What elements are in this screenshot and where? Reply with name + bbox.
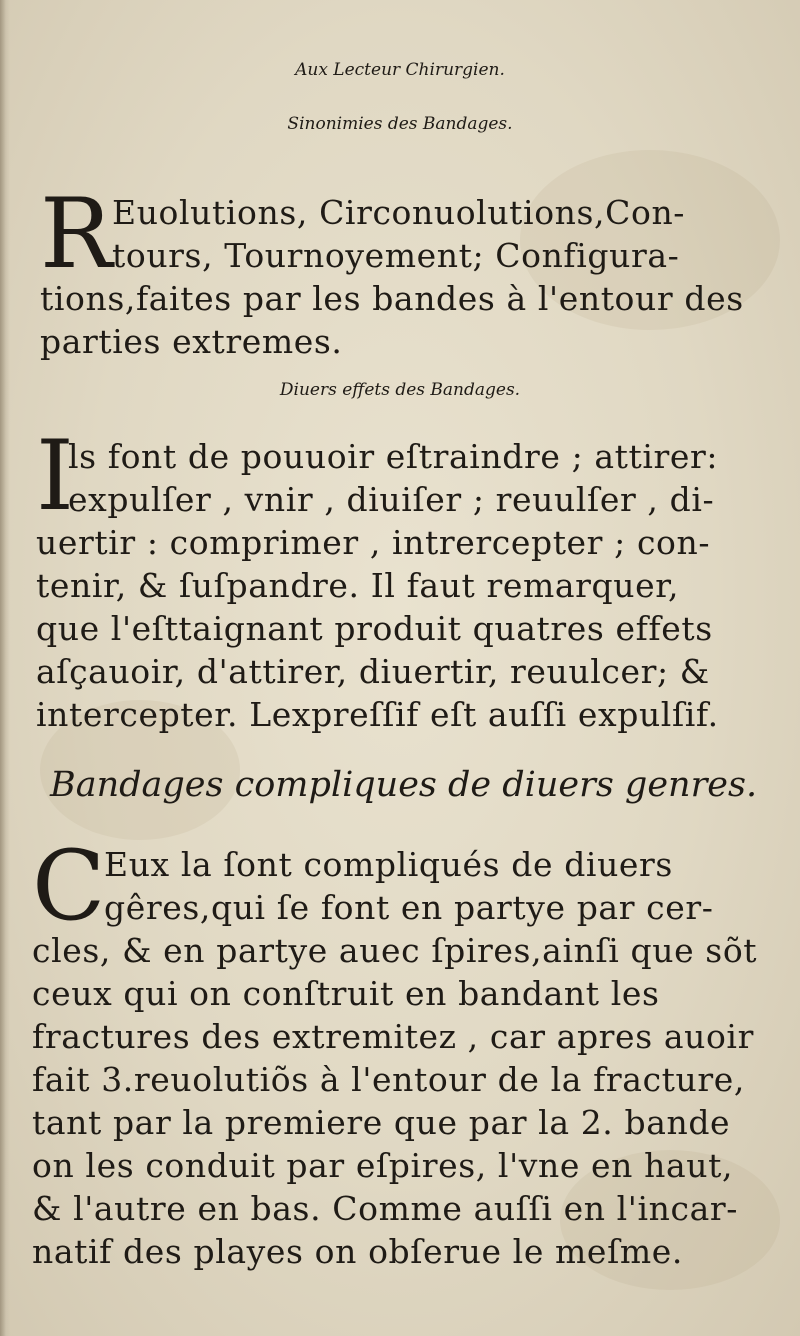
section-title-synonymies: Sinonimies des Bandages.	[287, 114, 513, 134]
text-line: ls font de pouuoir eſtraindre ; attirer:	[68, 437, 719, 476]
text-line: fait 3.reuolutiõs à l'entour de la fracture,	[32, 1060, 745, 1099]
section-title-complex-bandages: Bandages compliques de diuers genres.	[50, 765, 758, 805]
text-line: intercepter. Lexpreſſif eſt auſſi expulſif.	[36, 695, 719, 734]
text-line: que l'eſttaignant produit quatres effets	[36, 609, 713, 648]
page-heading: Aux Lecteur Chirurgien.	[295, 60, 505, 80]
drop-cap: I	[36, 420, 74, 532]
text-line: tions,faites par les bandes à l'entour des	[40, 279, 744, 318]
text-line: cles, & en partye auec ſpires,ainſi que sõt	[32, 931, 758, 970]
text-line: tours, Tournoyement; Configura-	[112, 236, 680, 275]
text-line: ceux qui on conſtruit en bandant les	[32, 974, 660, 1013]
page-binding-edge	[0, 0, 10, 1336]
text-line: Eux la ſont compliqués de diuers	[104, 845, 673, 884]
text-line: Euolutions, Circonuolutions,Con-	[112, 193, 686, 232]
drop-cap: C	[32, 830, 106, 942]
text-line: expulſer , vnir , diuiſer ; reuulſer , di-	[68, 480, 715, 519]
text-line: parties extremes.	[40, 322, 343, 361]
text-line: aſçauoir, d'attirer, diuertir, reuulcer; &	[36, 652, 710, 691]
drop-cap: R	[40, 178, 113, 290]
text-line: on les conduit par eſpires, l'vne en haut,	[32, 1146, 734, 1185]
text-line: uertir : comprimer , intrercepter ; con-	[36, 523, 711, 562]
section-title-effects: Diuers effets des Bandages.	[279, 380, 521, 400]
text-line: tant par la premiere que par la 2. bande	[32, 1103, 731, 1142]
text-line: & l'autre en bas. Comme auſſi en l'incar-	[32, 1189, 738, 1228]
text-line: gêres,qui ſe font en partye par cer-	[104, 888, 714, 927]
text-line: natif des playes on obſerue le meſme.	[32, 1232, 683, 1271]
text-line: fractures des extremitez , car apres auoir	[32, 1017, 754, 1056]
text-line: tenir, & ſuſpandre. Il faut remarquer,	[36, 566, 680, 605]
